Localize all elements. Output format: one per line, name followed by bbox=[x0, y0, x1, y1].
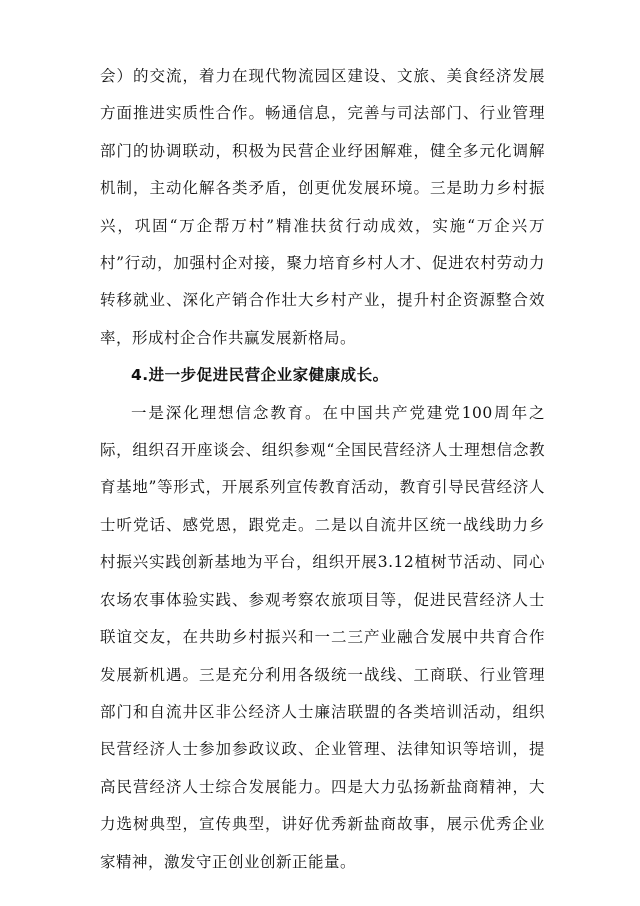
paragraph-continuation: 会）的交流，着力在现代物流园区建设、文旅、美食经济发展方面推进实质性合作。畅通信息，完善与司法部门、行业管理部门的协调联动，积极为民营企业纾困解难，健全多元化调解机制，主动化解各类矛盾，创更优发展环境。三是助力乡村振兴，巩固“万企帮万村”精准扶贫行动成效，实施“万企兴万村”行动，加强村企对接，聚力培育乡村人才、促进农村劳动力转移就业、深化产销合作壮大乡村产业，提升村企资源整合效率，形成村企合作共赢发展新格局。 bbox=[100, 67, 545, 347]
paragraph-body: 一是深化理想信念教育。在中国共产党建党100周年之际，组织召开座谈会、组织参观“全国民营经济人士理想信念教育基地”等形式，开展系列宣传教育活动，教育引导民营经济人士听党话、感党恩，跟党走。二是以自流井区统一战线助力乡村振兴实践创新基地为平台，组织开展3.12植树节活动、同心农场农事体验实践、参观考察农旅项目等，促进民营经济人士联谊交友，在共助乡村振兴和一二三产业融合发展中共育合作发展新机遇。三是充分利用各级统一战线、工商联、行业管理部门和自流井区非公经济人士廉洁联盟的各类培训活动，组织民营经济人士参加参政议政、企业管理、法律知识等培训，提高民营经济人士综合发展能力。四是大力弘扬新盐商精神，大力选树典型，宣传典型，讲好优秀新盐商故事，展示优秀企业家精神，激发守正创业创新正能量。 bbox=[100, 403, 545, 871]
section-heading: 4.进一步促进民营企业家健康成长。 bbox=[131, 366, 389, 385]
document-body bbox=[100, 58, 545, 881]
